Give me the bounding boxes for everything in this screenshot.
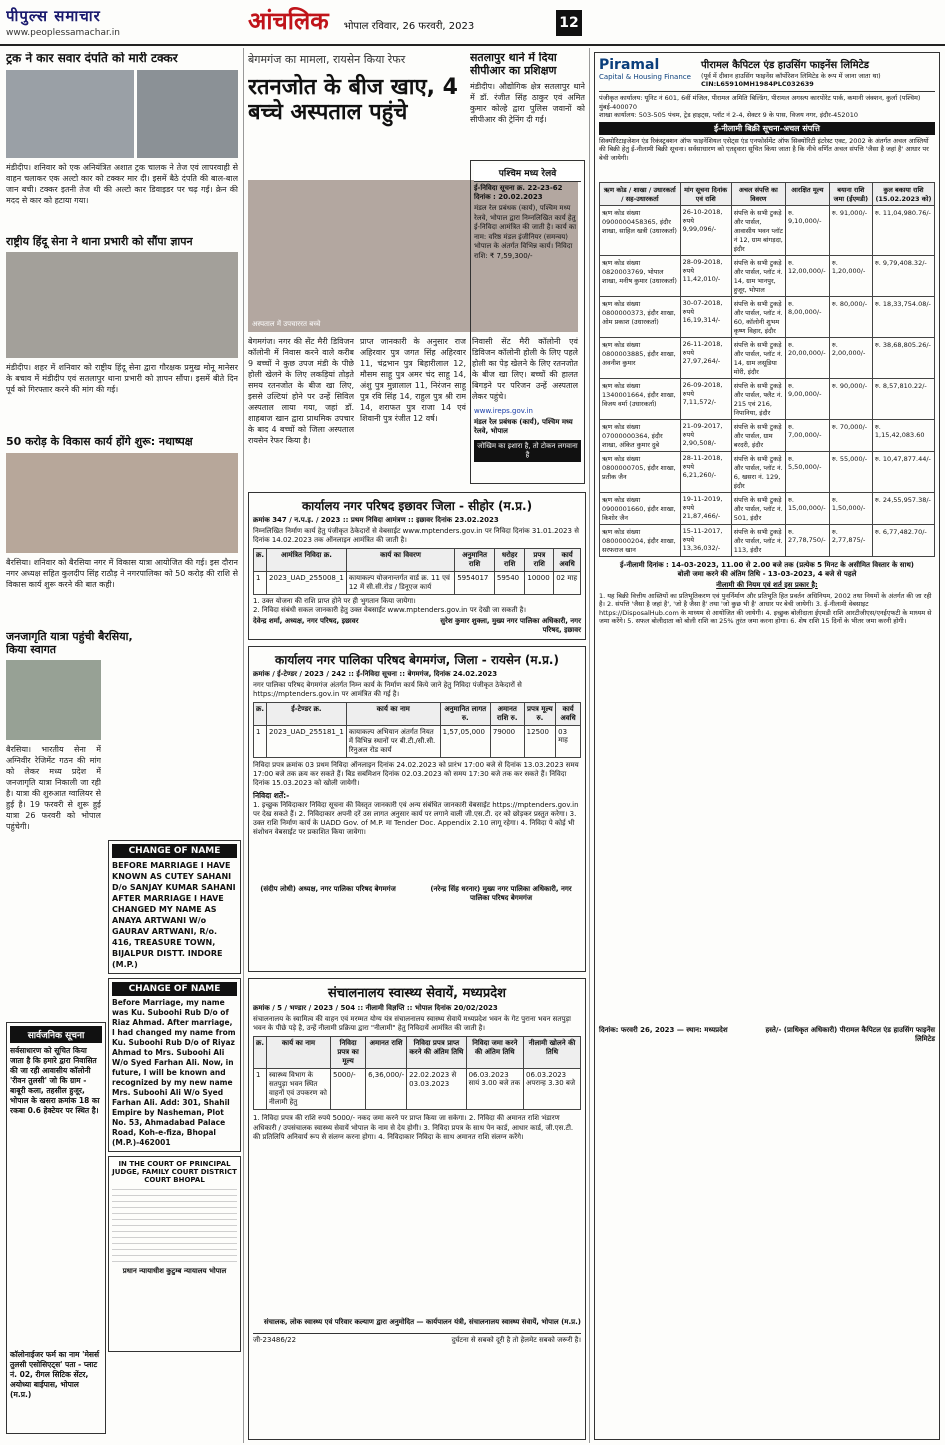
brand-block bbox=[6, 6, 211, 42]
section-name: आंचलिक bbox=[248, 7, 329, 35]
table-cell: 22.02.2023 से 03.03.2023 bbox=[407, 1069, 466, 1110]
notice-body: सर्वसाधारण को सूचित किया जाता है कि हमारे द्वारा निवासित की जा रही आवासीय कॉलोनी 'रीवन तुलसी' जो कि ग्राम - बाबूरी कला, तहसील हुजूर, भोपाल के खसरा क्रमांक 18 का रकबा 0.6 हेक्टेयर पर स्थित है। bbox=[10, 1046, 100, 1115]
name-change-ad bbox=[108, 978, 241, 1152]
piramal-brand-sub: Capital & Housing Finance bbox=[599, 73, 691, 81]
court-text-lines bbox=[112, 1189, 237, 1262]
table-row bbox=[600, 255, 935, 296]
table-cell: 2023_UAD_255181_1 bbox=[267, 726, 347, 758]
table-row bbox=[600, 296, 935, 337]
table-cell: रु. 27,78,750/- bbox=[785, 524, 829, 556]
table-header-cell: कुल बकाया राशि (15.02.2023 को) bbox=[872, 182, 934, 205]
table-row bbox=[254, 726, 581, 758]
table-cell: रु. 7,00,000/- bbox=[785, 419, 829, 451]
notice-note: 2. निविदा संबंधी सकल जानकारी हेतु उक्त वेबसाईट www.mptenders.gov.in पर देखी जा सकती है। bbox=[253, 606, 527, 614]
table-header-cell: अमानत राशि bbox=[366, 1037, 407, 1069]
notice-title: संचालनालय स्वास्थ्य सेवायें, मध्यप्रदेश bbox=[328, 986, 506, 1001]
begamganj-tender-notice bbox=[248, 646, 586, 972]
notice-sign-right: सुरेश कुमार शुक्ला, मुख्य नगर पालिका अधिकारी, नगर परिषद, इछावर bbox=[440, 617, 581, 634]
notice-sign: कॉलोनाईजर फर्म का नाम 'मेसर्स तुलसी एसोसिएट्स' पता - प्लाट नं. 02, रीगल सिटिक सेंटर, अयोध्या बाईपास, भोपाल (म.प्र.) bbox=[10, 1350, 100, 1399]
notice-sign-left: देवेन्द्र शर्मा, अध्यक्ष, नगर परिषद, इछावर bbox=[253, 617, 359, 625]
table-cell: रु. 9,00,000/- bbox=[785, 378, 829, 419]
notice-sign: संचालक, लोक स्वास्थ्य एवं परिवार कल्याण द्वारा अनुमोदित — कार्यपालन यंत्री, संचालनालय स्वास्थ्य सेवायें, भोपाल (म.प्र.) bbox=[263, 1318, 581, 1326]
table-header-cell: बयाना राशि जमा (ईएमडी) bbox=[829, 182, 872, 205]
table-cell: ऋण कोड संख्या 0900001660, इंदौर शाखा, किशोर जैन bbox=[600, 492, 681, 524]
notice-code: जी-23486/22 bbox=[253, 1336, 297, 1344]
brand-name: पीपुल्स समाचार bbox=[6, 7, 101, 25]
table-cell: 21-09-2017, रुपये 2,90,508/- bbox=[680, 419, 731, 451]
ad-body: BEFORE MARRIAGE I HAVE KNOWN AS CUTEY SAHANI D/o SANJAY KUMAR SAHANI AFTER MARRIAGE I HAVE CHANGED MY NAME AS ANAYA ARTWANI W/o GAURAV ARTWANI, R/o. 416, TREASURE TOWN, BIJALPUR DISTT. INDORE (M.P.) bbox=[112, 861, 236, 969]
crane-photo bbox=[6, 70, 134, 158]
railway-footer: जोखिम का इशारा है, तो टोकन लगवाना है bbox=[474, 440, 581, 462]
notice-heading: सार्वजनिक सूचना bbox=[10, 1026, 102, 1043]
company-name: पीरामल कैपिटल एंड हाउसिंग फाइनेंस लिमिटेड bbox=[701, 60, 869, 71]
table-cell: रु. 6,77,482.70/- bbox=[872, 524, 934, 556]
notice-sign: हस्ते/- (प्राधिकृत अधिकारी) पीरामल कैपिटल एंड हाउसिंग फाइनेंस लिमिटेड bbox=[765, 1025, 935, 1043]
table-cell: 26-11-2018, रुपये 27,97,264/- bbox=[680, 337, 731, 378]
table-cell: रु. 12,00,000/- bbox=[785, 255, 829, 296]
column-rule bbox=[589, 48, 590, 1443]
table-header-cell: कार्य अवधि bbox=[556, 703, 581, 726]
table-header-cell: कार्य का नाम bbox=[267, 1037, 331, 1069]
table-cell: संपत्ति के सभी टुकड़े और पार्सल, ग्राम बरदरी, इंदौर bbox=[731, 419, 785, 451]
ad-heading: CHANGE OF NAME bbox=[112, 844, 237, 858]
table-cell: ऋण कोड संख्या 0820003769, भोपाल शाखा, मनीष कुमार (उधारकर्ता) bbox=[600, 255, 681, 296]
table-cell: कायाकल्प अभियान अंतर्गत नियत में विभिन्न स्थानों पर बी.टी./सी.सी. रिनुअल रोड कार्य bbox=[346, 726, 440, 758]
story-body: बैरसिया। शनिवार को बैरसिया नगर में विकास यात्रा आयोजित की गई। इस दौरान नगर अध्यक्ष सहित कुलदीप सिंह राठौड़ ने नगरपालिका को 50 करोड़ की राशि से विकास कार्य शुरू करने की बात कही। bbox=[6, 558, 238, 590]
table-cell: रु. 1,50,000/- bbox=[829, 492, 872, 524]
table-cell: 28-11-2018, रुपये 6,21,260/- bbox=[680, 451, 731, 492]
company-sub: (पूर्व में दीवान हाउसिंग फाइनेंस कॉर्पोरेशन लिमिटेड के रूप में जाना जाता था) bbox=[701, 72, 881, 80]
table-cell: 5954017 bbox=[455, 572, 495, 595]
table-header-cell: आमंत्रित निविदा क्र. bbox=[267, 549, 347, 572]
story-body: मंडीदीप। औद्योगिक क्षेत्र सतलापुर थाने में डॉ. रंजीत सिंह ठाकुर एवं अमित कुमार कोल्हे द्वारा पुलिस जवानों को सीपीआर की ट्रेनिंग दी गई। bbox=[470, 82, 585, 125]
branch-office: शाखा कार्यालय: 503-505 पंचम, ट्रेड हाइट्स, प्लॉट नं 2-4, सेक्टर 9 के पास, विजय नगर, इंदौर-452010 bbox=[599, 111, 858, 119]
table-cell: संपत्ति के सभी टुकड़े और पार्सल, आवासीय भवन प्लॉट नं 12, ग्राम बांगड़दा, इंदौर bbox=[731, 205, 785, 255]
court-notice bbox=[108, 1156, 241, 1352]
piramal-logo bbox=[599, 57, 695, 88]
yatra-photo bbox=[6, 660, 101, 740]
railway-sign: मंडल रेल प्रबंधक (कार्य), पश्चिम मध्य रेलवे, भोपाल bbox=[474, 418, 573, 435]
table-cell: 30-07-2018, रुपये 16,19,314/- bbox=[680, 296, 731, 337]
table-cell: रु. 80,000/- bbox=[829, 296, 872, 337]
lead-headline: रतनजोत के बीज खाए, 4 बच्चे अस्पताल पहुंचे bbox=[248, 75, 458, 126]
table-cell: 10000 bbox=[525, 572, 554, 595]
notice-title: ई-नीलामी बिक्री सूचना-अचल संपत्ति bbox=[599, 122, 935, 135]
table-cell: 03 माह bbox=[556, 726, 581, 758]
sehore-tender-notice bbox=[248, 492, 586, 640]
section-header bbox=[248, 4, 588, 42]
table-cell: 06.03.2023 सायं 3.00 बजे तक bbox=[466, 1069, 523, 1110]
terms-body: 1. यह बिक्री वित्तीय आस्तियों का प्रतिभूतिकरण एवं पुनर्निर्माण और प्रतिभूति हित प्रवर्तन अधिनियम, 2002 तथा नियमों के अंतर्गत की जा रही है। 2. संपत्ति 'जैसा है जहां है', 'जो है जैसा है' तथा 'जो कुछ भी है' आधार पर बेची जायेगी। 3. ई-नीलामी वेबसाइट https://DisposalHub.com के माध्यम से आयोजित की जायेगी। 4. इच्छुक बोलीदाता ईएमडी राशि आरटीजीएस/एनईएफटी के माध्यम से जमा करेंगे। 5. सफल बोलीदाता को बोली राशि का 25% तुरंत जमा करना होगा। 6. शेष राशि 15 दिनों के भीतर जमा करनी होगी। bbox=[599, 591, 932, 625]
court-heading: IN THE COURT OF PRINCIPAL JUDGE, FAMILY COURT DISTRICT COURT BHOPAL bbox=[112, 1160, 237, 1184]
notice-title: कार्यालय नगर पालिका परिषद बेगमगंज, जिला - रायसेन (म.प्र.) bbox=[275, 653, 559, 667]
story-body: मंडीदीप। शहर में शनिवार को राष्ट्रीय हिंदू सेना द्वारा गौरक्षक प्रमुख मोनू मानेसर के बचाव में मंडीदीप एवं सतलापुर थाना प्रभारी को ज्ञापन सौंपा। इसमें बीते दिन पूर्व को गिरफ्तार करने की मांग की गई। bbox=[6, 363, 238, 395]
table-cell: ऋण कोड संख्या 07000000364, इंदौर शाखा, अंकित कुमार दुबे bbox=[600, 419, 681, 451]
company-cin: CIN:L65910MH1984PLC032639 bbox=[701, 80, 814, 88]
bid-deadline: बोली जमा करने की अंतिम तिथि - 13-03-2023, 4 बजे से पहले bbox=[677, 569, 857, 578]
table-cell: 6,36,000/- bbox=[366, 1069, 407, 1110]
table-cell: रु. 91,000/- bbox=[829, 205, 872, 255]
table-header-cell: ऋण कोड / शाखा / उधारकर्ता / सह-उधारकर्ता bbox=[600, 182, 681, 205]
cpr-story bbox=[470, 52, 585, 172]
notice-sign-left: (संदीप लोधी) अध्यक्ष, नगर पालिका परिषद बेगमगंज bbox=[260, 885, 396, 893]
railway-website[interactable]: www.ireps.gov.in bbox=[474, 407, 533, 415]
piramal-auction-ad bbox=[594, 52, 940, 1440]
table-header-cell: कार्य का नाम bbox=[346, 703, 440, 726]
terms-body: 1. निविदा प्रपत्र की राशि रुपये 5000/- नकद जमा करने पर प्राप्त किया जा सकेगा। 2. निविदा की अमानत राशि भंडारण अधिकारी / उपसंचालक स्वास्थ्य सेवायें भोपाल के नाम से देय होगी। 3. निविदा प्रपत्र के साथ पेन कार्ड, आधार कार्ड, जी.एस.टी. की प्रतिलिपि अनिवार्य रूप से संलग्न करना होगा। 4. निविदाकार निविदा के साथ अमानत राशि संलग्न करेंगे। bbox=[253, 1114, 574, 1141]
auction-date-line: ई-नीलामी दिनांक : 14-03-2023, 11.00 से 2.00 बजे तक (प्रत्येक 5 मिनट के असीमित विस्तार के साथ) bbox=[619, 560, 914, 569]
table-cell: 1,57,05,000 bbox=[440, 726, 490, 758]
story-headline: जनजागृति यात्रा पहुंची बैरसिया, किया स्वागत bbox=[6, 630, 133, 656]
table-header-cell: निविदा प्रपत्र प्राप्त करने की अंतिम तिथि bbox=[407, 1037, 466, 1069]
table-header-cell: आरक्षित मूल्य bbox=[785, 182, 829, 205]
table-cell: 12500 bbox=[524, 726, 555, 758]
table-header-cell: प्रपत्र मूल्य रु. bbox=[524, 703, 555, 726]
table-cell: 59540 bbox=[494, 572, 525, 595]
table-cell: कायाकल्प योजनान्तर्गत वार्ड क्र. 11 एवं 12 में सी.सी.रोड / डिनूएज कार्य bbox=[346, 572, 454, 595]
terms-body: 1. इच्छुक निविदाकार निविदा सूचना की विस्तृत जानकारी एवं अन्य संबंधित जानकारी वेबसाईट https://mptenders.gov.in पर देख सकते हैं। 2. निविदाकार अपनी दरें उस लागत अनुसार कार्य पर लगाने वाली जी.एस.टी. दर को छोड़कर प्रस्तुत करेगा। 3. उक्त राशि निर्माण कार्य के UADD Gov. of M.P. मा Tender Doc. Appendix 2.10 लागू रहेगा। 4. निविदा पे कोई भी संशोधन वेबसाईट पर प्रकाशित किया जावेगा। bbox=[253, 801, 579, 836]
table-header-cell: क्र. bbox=[254, 703, 267, 726]
table-cell: 5000/- bbox=[331, 1069, 366, 1110]
table-cell: स्वास्थ्य विभाग के सतपुड़ा भवन स्थित वाहनों एवं उपकरण को नीलामी हेतु bbox=[267, 1069, 331, 1110]
table-row bbox=[600, 451, 935, 492]
table-cell: ऋण कोड संख्या 0800000373, इंदौर शाखा, ओम प्रकाश (उधारकर्ता) bbox=[600, 296, 681, 337]
table-header-cell: नीलामी खोलने की तिथि bbox=[524, 1037, 581, 1069]
event-photo bbox=[6, 453, 238, 553]
table-header-cell: कार्य अवधि bbox=[554, 549, 581, 572]
table-cell: रु. 2,00,000/- bbox=[829, 337, 872, 378]
railway-heading: पश्चिम मध्य रेलवे bbox=[474, 164, 581, 182]
table-cell: ऋण कोड संख्या 0800000204, इंदौर शाखा, सरफराज खान bbox=[600, 524, 681, 556]
table-cell: संपत्ति के सभी टुकड़े और पार्सल, प्लॉट नं. 14, ग्राम लसूडिया मोरी, इंदौर bbox=[731, 337, 785, 378]
story-headline: 50 करोड़ के विकास कार्य होंगे शुरू: नथाष्पक्ष bbox=[6, 435, 193, 449]
table-cell: रु. 8,00,000/- bbox=[785, 296, 829, 337]
table-cell: संपत्ति के सभी टुकड़े और पार्सल, प्लॉट नं. 6, खसरा नं. 129, इंदौर bbox=[731, 451, 785, 492]
notice-ref: क्रमांक / ई-टेण्डर / 2023 / 242 :: ई-निविदा सूचना :: बेगमगंज, दिनांक 24.02.2023 bbox=[253, 670, 498, 678]
brand-url[interactable]: www.peoplessamachar.in bbox=[6, 28, 120, 38]
ad-heading: CHANGE OF NAME bbox=[112, 982, 237, 996]
table-cell: ऋण कोड संख्या 0800003885, इंदौर शाखा, अवनीश कुमार bbox=[600, 337, 681, 378]
table-row bbox=[600, 205, 935, 255]
table-cell: 26-09-2018, रुपये 7,11,572/- bbox=[680, 378, 731, 419]
table-cell: संपत्ति के सभी टुकड़े और पार्सल, प्लॉट नं. 501, इंदौर bbox=[731, 492, 785, 524]
table-header-cell: धरोहर राशि bbox=[494, 549, 525, 572]
photo-caption: अस्पताल में उपचाररत बच्चे bbox=[252, 320, 321, 328]
table-cell: रु. 10,47,877.44/- bbox=[872, 451, 934, 492]
table-header-cell: कार्य का विवरण bbox=[346, 549, 454, 572]
table-header-cell: क्र. bbox=[254, 549, 267, 572]
auction-table bbox=[599, 182, 935, 557]
table-cell: ऋण कोड संख्या 1340001664, इंदौर शाखा, विजय वर्मा (उधारकर्ता) bbox=[600, 378, 681, 419]
story-body: मंडीदीप। शनिवार को एक अनियंत्रित अशात ट्रक चालक ने तेज एवं लापरवाही से वाहन चलाकर एक अल्टो कार को टक्कर मार दी। इसमें बैठे दंपति की बाल-बाल जान बची। टक्कर इतनी तेज थी की अल्टो कार डिवाइडर पर चढ़ गई। क्रेन की मदद से कार को हटाया गया। bbox=[6, 162, 238, 205]
table-cell: संपत्ति के सभी टुकड़े और पार्सल, प्लॉट नं. 14, ग्राम भानपुर, हुजूर, भोपाल bbox=[731, 255, 785, 296]
table-cell: रु. 5,50,000/- bbox=[785, 451, 829, 492]
table-cell: रु. 9,10,000/- bbox=[785, 205, 829, 255]
table-header-cell: ई-टेण्डर क्र. bbox=[267, 703, 347, 726]
story-headline: राष्ट्रीय हिंदू सेना ने थाना प्रभारी को सौंपा ज्ञापन bbox=[6, 234, 193, 248]
story-headline: सतलापुर थाने में दिया सीपीआर का प्रशिक्षण bbox=[470, 52, 557, 77]
notice-intro: संचालनालय के स्वामित्व की वाहन एवं मरम्मत योग्य यंत्र संचालनालय स्वास्थ्य सेवायें मध्यप्रदेश भवन के गेट पुराना भवन सतपुड़ा भवन के पीछे पड़े है, उन्हें नीलामी प्रक्रिया द्वारा "नीलामी" हेतु निविदायें आमंत्रित की जाती है। bbox=[253, 1015, 571, 1032]
table-header-cell: अनुमानित लागत रु. bbox=[440, 703, 490, 726]
table-header-cell: मांग सूचना दिनांक एवं राशि bbox=[680, 182, 731, 205]
table-row bbox=[254, 572, 581, 595]
lead-body-text: बेगमगंज। नगर की सेंट मैरी डिविजन कॉलोनी में निवास करने वाले करीब 9 बच्चों ने कुछ उपज मंडी के पीछे होली खेलने के लिए लकड़ियां तोड़ते समय रतनजोत के बीज खा लिए, इससे उल्टियां होने पर उन्हें सिविल अस्पताल लाया गया, जहां डॉ. शाहबाज खान द्वारा प्राथमिक उपचार के बाद 4 बच्चों को जिला अस्पताल रायसेन रेफर किया है। bbox=[248, 337, 354, 445]
notice-sign-right: (नरेन्द्र सिंह धरनार) मुख्य नगर पालिका अधिकारी, नगर पालिका परिषद बेगमगंज bbox=[430, 885, 572, 902]
table-header-cell: क्र. bbox=[254, 1037, 267, 1069]
notice-title: कार्यालय नगर परिषद इछावर जिला - सीहोर (म.प्र.) bbox=[301, 499, 533, 513]
table-row bbox=[254, 1069, 581, 1110]
table-cell: रु. 8,57,810.22/- bbox=[872, 378, 934, 419]
reg-office: पंजीकृत कार्यालय: यूनिट नं 601, 6वीं मंजिल, पीरामल अमिति बिल्डिंग, पीरामल अगस्त्य कारपोरेट पार्क, कमानी जंक्शन, कुर्ला (पश्चिम) मुंबई-400070 bbox=[599, 94, 921, 111]
name-change-ad bbox=[108, 840, 241, 974]
place-date: दिनांक: फरवरी 26, 2023 — स्थान: मध्यप्रदेश bbox=[599, 1025, 728, 1034]
table-cell: रु. 38,68,805.26/- bbox=[872, 337, 934, 378]
table-row bbox=[600, 524, 935, 556]
page-number: 12 bbox=[556, 10, 582, 36]
column-classifieds bbox=[108, 840, 241, 1440]
table-header-cell: अनुमानित राशि bbox=[455, 549, 495, 572]
dateline: भोपाल रविवार, 26 फरवरी, 2023 bbox=[343, 20, 475, 32]
terms-heading: नीलामी की नियम एवं शर्त इस प्रकार है: bbox=[716, 580, 818, 589]
column-rule bbox=[243, 48, 244, 1443]
tender-table bbox=[253, 702, 581, 758]
court-sign: प्रधान न्यायाधीश कुटुम्ब न्यायालय भोपाल bbox=[122, 1267, 227, 1275]
table-cell: 2023_UAD_255008_1 bbox=[267, 572, 347, 595]
lead-body-text: प्राप्त जानकारी के अनुसार राज अहिरवार पुत्र जगत सिंह अहिरवार 11, चंद्रभान पुत्र बिहारीलाल 12, मौसम साहू पुत्र अमर चंद साहू 14, अंशु पुत्र मुन्नालाल 11, निरंजन साहू पुत्र रवि सिंह 14, राहुल पुत्र श्री राम 14, शराफत पुत्र राजा 14 एवं शिवानी पुत्र रंजीत 12 वर्ष। bbox=[360, 337, 466, 423]
table-cell: रु. 1,15,42,083.60 bbox=[872, 419, 934, 451]
table-cell: रु. 90,000/- bbox=[829, 378, 872, 419]
table-cell: रु. 2,77,875/- bbox=[829, 524, 872, 556]
table-cell: रु. 11,04,980.76/- bbox=[872, 205, 934, 255]
notice-slogan: दुर्घटना से सबको दूरी है तो हेलमेट सबको जरूरी है। bbox=[451, 1336, 581, 1344]
notice-ref: क्रमांक 347 / न.प.इ. / 2023 :: प्रथम निविदा आमंत्रण :: इछावर दिनांक 23.02.2023 bbox=[253, 516, 499, 524]
table-header-cell: निविदा जमा करने की अंतिम तिथि bbox=[466, 1037, 523, 1069]
table-cell: रु. 24,55,957.38/- bbox=[872, 492, 934, 524]
notice-intro: निम्नलिखित निर्माण कार्य हेतु पंजीकृत ठेकेदारों से वेबसाईट www.mptenders.gov.in पर निविदा दिनांक 31.01.2023 से दिनांक 14.02.2023 तक ऑनलाइन आमंत्रित की जाती है। bbox=[253, 527, 579, 544]
table-cell: रु. 15,00,000/- bbox=[785, 492, 829, 524]
table-cell: 06.03.2023 अपरान्ह 3.30 बजे bbox=[524, 1069, 581, 1110]
table-header-cell: अचल संपत्ति का विवरण bbox=[731, 182, 785, 205]
notice-intro: सिक्योरिटाइजेशन एंड रिकंस्ट्रक्शन ऑफ फाइनेंशियल एसेट्स एंड एनफोर्समेंट ऑफ सिक्योरिटी इंटरेस्ट एक्ट, 2002 के अंतर्गत अचल आस्तियों की बिक्री हेतु ई-नीलामी बिक्री सूचना। सर्वसाधारण को एतद्द्वारा सूचित किया जाता है कि नीचे वर्णित अचल संपत्ति 'जैसा है जहां है' आधार पर बेची जायेगी। bbox=[599, 136, 929, 162]
notice-intro: नगर पालिका परिषद बेगमगंज अंतर्गत निम्न कार्य के निर्माण कार्य किये जाने हेतु निविदा पंजीकृत ठेकेदारों से https://mptenders.gov.in पर आमंत्रित की गई है। bbox=[253, 681, 522, 698]
piramal-brand: Piramal bbox=[599, 57, 660, 73]
lead-kicker: बेगमगंज का मामला, रायसेन किया रेफर bbox=[248, 53, 406, 66]
table-row bbox=[600, 378, 935, 419]
railway-body: मंडल रेल प्रबंधक (कार्य), पश्चिम मध्य रेलवे, भोपाल द्वारा निम्नलिखित कार्य हेतु ई-निविदा आमंत्रित की जाती है। कार्य का नाम: वरिष्ठ मंडल इंजीनियर (समन्वय) भोपाल के अंतर्गत विभिन्न कार्य। निविदा राशि: ₹ 7,59,300/- bbox=[474, 204, 577, 260]
table-header-cell: अमानत राशि रु. bbox=[490, 703, 524, 726]
table-cell: रु. 18,33,754.08/- bbox=[872, 296, 934, 337]
lead-body-text: निवासी सेंट मैरी कॉलोनी एवं डिविजन कॉलोनी होली के लिए पहले होली का पेड़ खेलने के लिए रतनजोत के बीज खा लिए। बच्चों की हालत बिगड़ने पर परिजन उन्हें अस्पताल लेकर पहुंचे। bbox=[472, 337, 578, 401]
public-notice bbox=[6, 1022, 106, 1434]
memo-photo bbox=[6, 252, 238, 358]
story-body: बैरसिया। भारतीय सेना में अग्निवीर रेजिमेंट गठन की मांग को लेकर मध्य प्रदेश में जनजागृति यात्रा निकाली जा रही है। यात्रा की शुरुआत ग्वालियर से हुई है। 19 फरवरी से शुरू हुई यात्रा 26 फरवरी को भोपाल पहुंचेगी। bbox=[6, 745, 101, 832]
notice-ref: क्रमांक / 5 / भण्डार / 2023 / 504 :: नीलामी विज्ञप्ति :: भोपाल दिनांक 20/02/2023 bbox=[253, 1004, 498, 1012]
table-cell: 02 माह bbox=[554, 572, 581, 595]
table-cell: ऋण कोड संख्या 0900000458365, इंदौर शाखा, साहिल खत्री (उधारकर्ता) bbox=[600, 205, 681, 255]
table-cell: रु. 20,00,000/- bbox=[785, 337, 829, 378]
terms-heading: निविदा शर्तें:- bbox=[253, 791, 290, 800]
table-cell: 26-10-2018, रुपये 9,99,096/- bbox=[680, 205, 731, 255]
railway-subhead: ई-निविदा सूचना क्र. 22-23-62 दिनांक : 20.02.2023 bbox=[474, 184, 563, 201]
table-row bbox=[600, 492, 935, 524]
masthead bbox=[0, 0, 945, 46]
table-cell: रु. 70,000/- bbox=[829, 419, 872, 451]
table-cell: रु. 55,000/- bbox=[829, 451, 872, 492]
table-cell: 79000 bbox=[490, 726, 524, 758]
table-cell: संपत्ति के सभी टुकड़े और पार्सल, फ्लैट नं. 215 एवं 216, निपानिया, इंदौर bbox=[731, 378, 785, 419]
table-cell: 1 bbox=[254, 1069, 267, 1110]
table-header-cell: प्रपत्र राशि bbox=[525, 549, 554, 572]
table-row bbox=[600, 419, 935, 451]
health-auction-notice bbox=[248, 978, 586, 1440]
auction-table bbox=[253, 1036, 581, 1110]
notice-body: निविदा प्रपत्र क्रमांक 03 प्रथम निविदा ऑनलाइन दिनांक 24.02.2023 को प्रारंभ 17:00 बजे से दिनांक 13.03.2023 समय 17:00 बजे तक क्रय कर सकते हैं। बिड सबमिशन दिनांक 02.03.2023 को समय 17:30 बजे तक कर सकते हैं। निविदा दिनांक 15.03.2023 को खोली जायेगी। bbox=[253, 761, 579, 787]
table-cell: रु. 9,79,408.32/- bbox=[872, 255, 934, 296]
table-cell: रु. 1,20,000/- bbox=[829, 255, 872, 296]
railway-notice bbox=[470, 160, 585, 484]
notice-note: 1. उक्त योजना की राशि प्राप्त होने पर ही भुगतान किया जायेगा। bbox=[253, 597, 416, 605]
table-cell: 28-09-2018, रुपये 11,42,010/- bbox=[680, 255, 731, 296]
table-header-cell: निविदा प्रपत्र का मूल्य bbox=[331, 1037, 366, 1069]
ad-body: Before Marriage, my name was Ku. Suboohi Rub D/o of Riaz Ahmad. After marriage, I had changed my name from Ku. Suboohi Rub D/o of Riyaz Ahmad to Mrs. Suboohi Ali W/o Syed Farhan Ali. Now, in future, I will be known and recognized by my new name Mrs. Suboohi Ali W/o Syed Farhan Ali. Add: 301, Shahil Empire by Nasheman, Plot No. 53, Ahmadabad Palace Road, Koh-e-fiza, Bhopal (M.P.)-462001 bbox=[112, 998, 236, 1147]
table-row bbox=[600, 337, 935, 378]
car-photo bbox=[137, 70, 238, 158]
table-cell: 1 bbox=[254, 726, 267, 758]
table-cell: 19-11-2019, रुपये 21,87,466/- bbox=[680, 492, 731, 524]
table-cell: ऋण कोड संख्या 0800000705, इंदौर शाखा, प्रतीक जैन bbox=[600, 451, 681, 492]
table-cell: संपत्ति के सभी टुकड़े और पार्सल, प्लॉट नं. 113, इंदौर bbox=[731, 524, 785, 556]
story-headline: ट्रक ने कार सवार दंपति को मारी टक्कर bbox=[6, 52, 178, 65]
table-cell: 15-11-2017, रुपये 13,36,032/- bbox=[680, 524, 731, 556]
table-cell: संपत्ति के सभी टुकड़े और पार्सल, प्लॉट नं. 60, कॉलोनी शुभम कृष्ण विहार, इंदौर bbox=[731, 296, 785, 337]
tender-table bbox=[253, 548, 581, 595]
table-cell: 1 bbox=[254, 572, 267, 595]
